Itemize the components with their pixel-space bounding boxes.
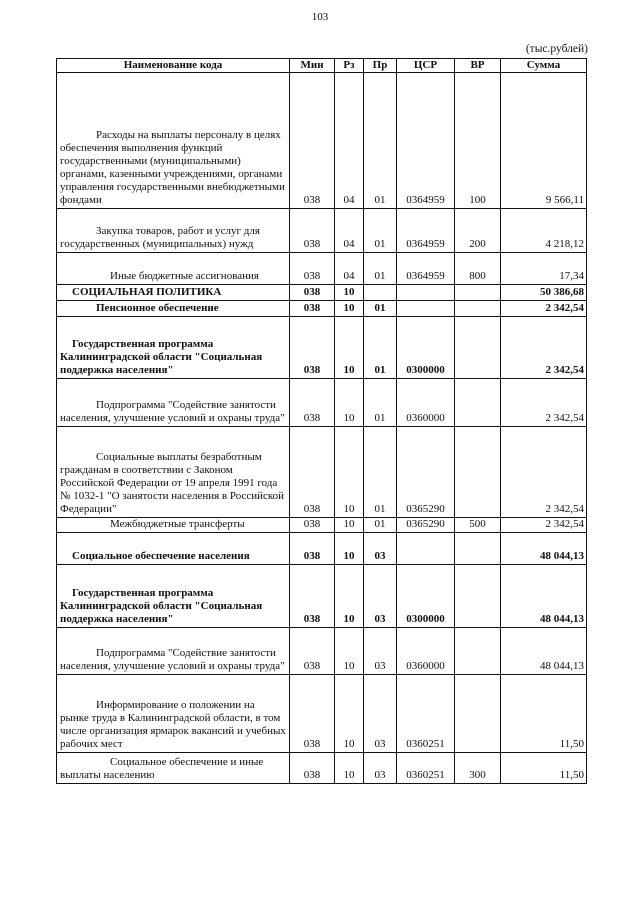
row-csr — [397, 533, 455, 565]
row-pr: 01 — [364, 209, 397, 253]
row-min: 038 — [290, 518, 335, 533]
row-min: 038 — [290, 209, 335, 253]
row-rz: 04 — [335, 209, 364, 253]
row-csr — [397, 301, 455, 317]
page-number: 103 — [311, 11, 329, 23]
table-row — [57, 73, 587, 209]
row-sum: 17,34 — [501, 253, 587, 285]
row-rz: 04 — [335, 253, 364, 285]
table-row — [57, 628, 587, 675]
row-name: Закупка товаров, работ и услуг для государственных (муниципальных) нужд — [57, 209, 290, 253]
row-pr: 01 — [364, 253, 397, 285]
row-vr — [455, 565, 501, 628]
row-pr: 03 — [364, 753, 397, 784]
row-name: Социальные выплаты безработным гражданам в соответствии с Законом Российской Федерации от 19 апреля 1991 года № 1032-1 "О занятости населения в Российской Федерации" — [57, 427, 290, 518]
row-sum: 2 342,54 — [501, 518, 587, 533]
row-sum: 11,50 — [501, 753, 587, 784]
row-pr: 01 — [364, 73, 397, 209]
table-row — [57, 301, 587, 317]
row-sum: 48 044,13 — [501, 628, 587, 675]
row-rz: 10 — [335, 518, 364, 533]
row-min: 038 — [290, 285, 335, 301]
header-min: Мин — [290, 59, 335, 73]
row-vr — [455, 533, 501, 565]
row-pr: 01 — [364, 427, 397, 518]
row-sum: 2 342,54 — [501, 317, 587, 379]
row-rz: 10 — [335, 317, 364, 379]
row-vr: 100 — [455, 73, 501, 209]
row-vr — [455, 301, 501, 317]
table-row — [57, 253, 587, 285]
row-vr — [455, 379, 501, 427]
units-label: (тыс.рублей) — [525, 43, 588, 55]
row-min: 038 — [290, 533, 335, 565]
table-row — [57, 518, 587, 533]
row-sum: 2 342,54 — [501, 379, 587, 427]
row-name: Иные бюджетные ассигнования — [57, 253, 290, 285]
row-vr — [455, 675, 501, 753]
row-rz: 10 — [335, 565, 364, 628]
row-min: 038 — [290, 675, 335, 753]
table-row — [57, 317, 587, 379]
row-vr: 300 — [455, 753, 501, 784]
row-rz: 10 — [335, 379, 364, 427]
row-name: Государственная программа Калининградской области "Социальная поддержка населения" — [57, 565, 290, 628]
row-pr: 01 — [364, 379, 397, 427]
row-rz: 10 — [335, 628, 364, 675]
row-csr: 0364959 — [397, 209, 455, 253]
row-name: Подпрограмма "Содействие занятости населения, улучшение условий и охраны труда" — [57, 628, 290, 675]
row-csr: 0360000 — [397, 379, 455, 427]
header-csr: ЦСР — [397, 59, 455, 73]
row-name: СОЦИАЛЬНАЯ ПОЛИТИКА — [57, 285, 290, 301]
row-min: 038 — [290, 379, 335, 427]
row-csr: 0365290 — [397, 518, 455, 533]
table-row — [57, 285, 587, 301]
row-csr: 0364959 — [397, 253, 455, 285]
row-pr: 03 — [364, 533, 397, 565]
row-csr: 0360251 — [397, 675, 455, 753]
row-rz: 10 — [335, 285, 364, 301]
row-pr: 01 — [364, 518, 397, 533]
row-csr — [397, 285, 455, 301]
row-min: 038 — [290, 317, 335, 379]
table-row — [57, 565, 587, 628]
row-pr: 03 — [364, 628, 397, 675]
row-min: 038 — [290, 253, 335, 285]
row-sum: 2 342,54 — [501, 301, 587, 317]
table-row — [57, 379, 587, 427]
row-sum: 11,50 — [501, 675, 587, 753]
table-row — [57, 209, 587, 253]
row-vr — [455, 427, 501, 518]
row-name: Информирование о положении на рынке труда в Калининградской области, в том числе организация ярмарок вакансий и учебных рабочих мест — [57, 675, 290, 753]
row-pr: 01 — [364, 301, 397, 317]
row-min: 038 — [290, 628, 335, 675]
row-sum: 50 386,68 — [501, 285, 587, 301]
table-header-row — [57, 59, 587, 73]
row-rz: 10 — [335, 675, 364, 753]
row-csr: 0364959 — [397, 73, 455, 209]
row-pr: 03 — [364, 565, 397, 628]
header-vr: ВР — [455, 59, 501, 73]
row-csr: 0360251 — [397, 753, 455, 784]
table-row — [57, 533, 587, 565]
header-rz: Рз — [335, 59, 364, 73]
row-pr: 03 — [364, 675, 397, 753]
row-sum: 4 218,12 — [501, 209, 587, 253]
budget-table — [56, 58, 587, 784]
row-sum: 9 566,11 — [501, 73, 587, 209]
row-vr — [455, 317, 501, 379]
row-rz: 10 — [335, 301, 364, 317]
row-rz: 10 — [335, 533, 364, 565]
row-rz: 04 — [335, 73, 364, 209]
row-vr: 200 — [455, 209, 501, 253]
row-min: 038 — [290, 301, 335, 317]
row-name: Социальное обеспечение населения — [57, 533, 290, 565]
header-sum: Сумма — [501, 59, 587, 73]
row-csr: 0360000 — [397, 628, 455, 675]
row-vr: 500 — [455, 518, 501, 533]
row-min: 038 — [290, 427, 335, 518]
row-min: 038 — [290, 753, 335, 784]
row-sum: 48 044,13 — [501, 533, 587, 565]
row-sum: 2 342,54 — [501, 427, 587, 518]
row-vr: 800 — [455, 253, 501, 285]
row-csr: 0300000 — [397, 565, 455, 628]
header-pr: Пр — [364, 59, 397, 73]
row-name: Пенсионное обеспечение — [57, 301, 290, 317]
row-csr: 0300000 — [397, 317, 455, 379]
row-name: Подпрограмма "Содействие занятости населения, улучшение условий и охраны труда" — [57, 379, 290, 427]
row-csr: 0365290 — [397, 427, 455, 518]
row-name: Расходы на выплаты персоналу в целях обеспечения выполнения функций государственными (муниципальными) органами, казенными учреждениями, органами управления государственными внебюджетными фондами — [57, 73, 290, 209]
row-vr — [455, 628, 501, 675]
row-name: Межбюджетные трансферты — [57, 518, 290, 533]
table-row — [57, 753, 587, 784]
row-min: 038 — [290, 565, 335, 628]
row-pr: 01 — [364, 317, 397, 379]
table-row — [57, 427, 587, 518]
row-name: Государственная программа Калининградской области "Социальная поддержка населения" — [57, 317, 290, 379]
row-rz: 10 — [335, 427, 364, 518]
row-sum: 48 044,13 — [501, 565, 587, 628]
row-pr — [364, 285, 397, 301]
row-rz: 10 — [335, 753, 364, 784]
row-min: 038 — [290, 73, 335, 209]
row-vr — [455, 285, 501, 301]
row-name: Социальное обеспечение и иные выплаты населению — [57, 753, 290, 784]
header-name: Наименование кода — [57, 59, 290, 73]
table-row — [57, 675, 587, 753]
